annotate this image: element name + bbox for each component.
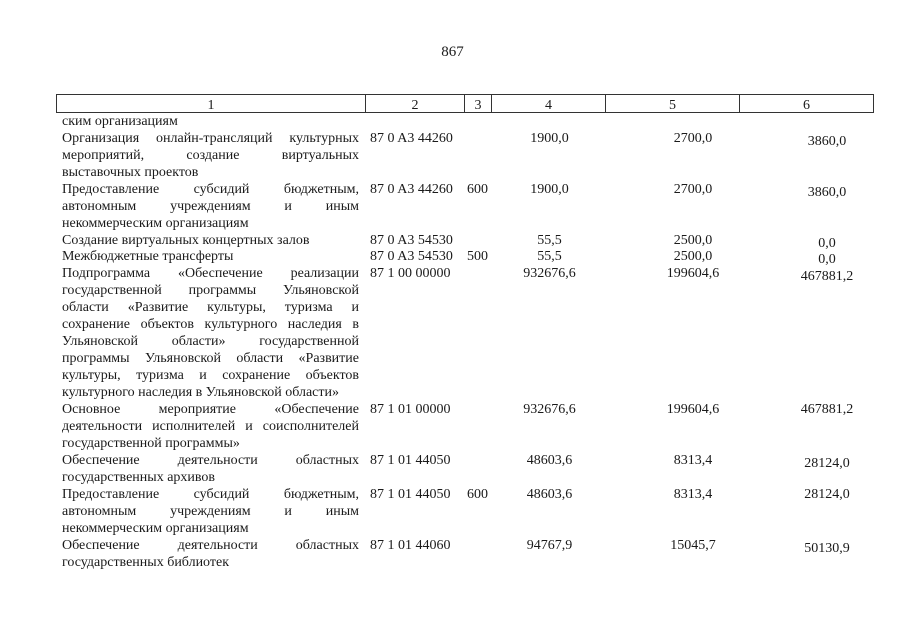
table-row [62,113,852,130]
row-code: 87 1 01 44050 [370,487,451,502]
row-value-5: 199604,6 [666,402,720,417]
row-code: 87 0 A3 54530 [370,249,453,264]
header-col-3: 3 [464,94,492,113]
table-row [62,248,852,265]
row-value-6: 467881,2 [800,269,854,284]
row-value-5: 2700,0 [673,131,713,146]
row-vr: 600 [467,487,488,502]
row-code: 87 0 A3 54530 [370,233,453,248]
row-value-6: 28124,0 [804,487,850,502]
header-col-4: 4 [491,94,606,113]
row-value-6: 0,0 [818,252,836,267]
header-col-2: 2 [365,94,465,113]
table-row [62,265,852,401]
header-col-5: 5 [605,94,740,113]
row-code: 87 0 A3 44260 [370,182,453,197]
row-value-5: 8313,4 [673,487,713,502]
row-value-4: 94767,9 [526,538,573,553]
row-value-5: 199604,6 [666,266,720,281]
row-name: Обеспечение деятельности областных государственных библиотек [62,538,359,570]
header-col-6: 6 [739,94,874,113]
row-name: Подпрограмма «Обеспечение реализации государственной программы Ульяновской области «Развитие культуры, туризма и сохранение объектов культурного наследия в Ульяновской области» государственной программы Ульяновской области «Развитие культуры, туризма и сохранение объектов культурного наследия в Ульяновской области» [62,266,359,400]
row-value-4: 55,5 [537,249,562,264]
row-code: 87 1 01 00000 [370,402,451,417]
row-name: Создание виртуальных концертных залов [62,233,310,248]
table-row [62,537,852,571]
table-row [62,130,852,181]
row-name: Предоставление субсидий бюджетным, автономным учреждениям и иным некоммерческим организациям [62,182,359,231]
table-row [62,401,852,452]
row-name: Предоставление субсидий бюджетным, автономным учреждениям и иным некоммерческим организациям [62,487,359,536]
row-value-4: 48603,6 [526,487,573,502]
row-code: 87 1 01 44060 [370,538,451,553]
row-vr: 500 [467,249,488,264]
row-name: Межбюджетные трансферты [62,249,234,264]
row-code: 87 1 01 44050 [370,453,451,468]
row-code: 87 0 A3 44260 [370,131,453,146]
row-code: 87 1 00 00000 [370,266,451,281]
table-row [62,486,852,537]
table-header [56,94,874,113]
page-number: 867 [441,44,464,60]
row-value-4: 48603,6 [526,453,573,468]
row-value-6: 467881,2 [800,402,854,417]
row-name: Организация онлайн-трансляций культурных мероприятий, создание виртуальных выставочных проектов [62,131,359,180]
row-value-6: 3860,0 [807,185,847,200]
row-value-4: 1900,0 [530,182,569,197]
header-col-1: 1 [56,94,366,113]
row-value-4: 1900,0 [530,131,569,146]
row-value-5: 8313,4 [673,453,713,468]
row-value-6: 3860,0 [807,134,847,149]
table-body [62,113,852,571]
table-row [62,181,852,232]
row-value-6: 50130,9 [804,541,850,556]
row-value-5: 2700,0 [673,182,713,197]
row-vr: 600 [467,182,488,197]
table-row [62,452,852,486]
row-name: Обеспечение деятельности областных государственных архивов [62,453,359,485]
table-row [62,232,852,249]
row-value-6: 0,0 [818,236,836,251]
row-value-5: 15045,7 [670,538,716,553]
row-value-4: 55,5 [537,233,562,248]
row-name: Основное мероприятие «Обеспечение деятельности исполнителей и соисполнителей государственной программы» [62,402,359,451]
row-value-4: 932676,6 [523,402,576,417]
row-value-6: 28124,0 [804,456,850,471]
row-value-5: 2500,0 [673,249,713,264]
row-value-5: 2500,0 [673,233,713,248]
row-value-4: 932676,6 [523,266,576,281]
row-name: ским организациям [62,114,178,129]
